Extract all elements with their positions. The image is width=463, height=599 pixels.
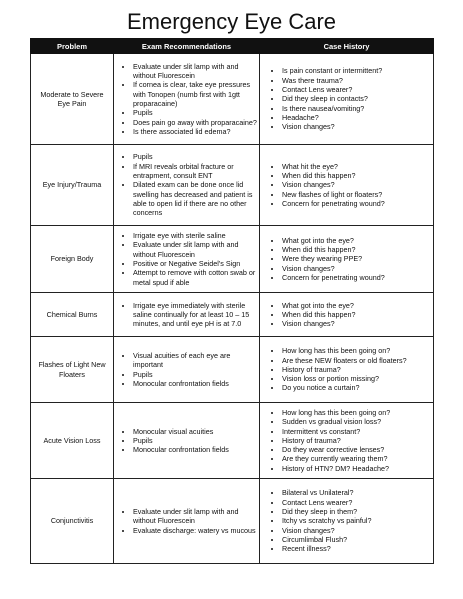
history-list-item: • When did this happen? xyxy=(282,171,431,180)
exam-recommendations-cell xyxy=(114,226,260,293)
exam-list-item: • Irrigate eye immediately with sterile saline continually for at least 10 – 15 minutes, and until eye pH is at 7.0 xyxy=(133,301,257,329)
table-row xyxy=(31,54,434,145)
header-exam-recommendations: Exam Recommendations xyxy=(114,39,260,54)
history-list xyxy=(260,300,433,330)
history-list-item: • History of HTN? DM? Headache? xyxy=(282,464,431,473)
history-list-item: • Are they currently wearing them? xyxy=(282,454,431,463)
history-list-item: • Sudden vs gradual vision loss? xyxy=(282,417,431,426)
exam-list-item: • Dilated exam can be done once lid swelling has decreased and patient is able to open lid if there are no other concerns xyxy=(133,180,257,217)
history-list-item: • New flashes of light or floaters? xyxy=(282,190,431,199)
history-list xyxy=(260,345,433,393)
history-list-item: • Concern for penetrating wound? xyxy=(282,199,431,208)
history-list-item: • What got into the eye? xyxy=(282,236,431,245)
history-list-item: • Vision changes? xyxy=(282,264,431,273)
problem-cell: Moderate to Severe Eye Pain xyxy=(31,54,114,145)
history-list-item: • Were they wearing PPE? xyxy=(282,254,431,263)
exam-list-item: • Positive or Negative Seidel's Sign xyxy=(133,259,257,268)
exam-list xyxy=(114,426,259,456)
case-history-cell xyxy=(260,293,434,337)
history-list xyxy=(260,161,433,209)
history-list-item: • Recent illness? xyxy=(282,544,431,553)
exam-recommendations-cell xyxy=(114,145,260,226)
table-body xyxy=(31,54,434,564)
exam-list-item: • Evaluate under slit lamp with and without Fluorescein xyxy=(133,240,257,259)
exam-list xyxy=(114,506,259,536)
exam-list-item: • If MRI reveals orbital fracture or entrapment, consult ENT xyxy=(133,162,257,181)
history-list-item: • Vision changes? xyxy=(282,526,431,535)
table-row xyxy=(31,293,434,337)
table-row xyxy=(31,403,434,479)
history-list-item: • When did this happen? xyxy=(282,310,431,319)
case-history-cell xyxy=(260,145,434,226)
table-header-row xyxy=(31,39,434,54)
history-list-item: • Are these NEW floaters or old floaters? xyxy=(282,356,431,365)
problem-cell: Eye Injury/Trauma xyxy=(31,145,114,226)
problem-cell: Acute Vision Loss xyxy=(31,403,114,479)
table-row xyxy=(31,337,434,403)
case-history-cell xyxy=(260,337,434,403)
history-list-item: • Do they wear corrective lenses? xyxy=(282,445,431,454)
history-list-item: • Is there nausea/vomiting? xyxy=(282,104,431,113)
exam-list-item: • Does pain go away with proparacaine? xyxy=(133,118,257,127)
exam-recommendations-cell xyxy=(114,403,260,479)
exam-list-item: • If cornea is clear, take eye pressures with Tonopen (numb first with 1gtt proparacaine) xyxy=(133,80,257,108)
history-list-item: • Headache? xyxy=(282,113,431,122)
exam-list-item: • Monocular confrontation fields xyxy=(133,379,257,388)
history-list-item: • When did this happen? xyxy=(282,245,431,254)
exam-list-item: • Is there associated lid edema? xyxy=(133,127,257,136)
history-list-item: • Vision changes? xyxy=(282,319,431,328)
history-list-item: • How long has this been going on? xyxy=(282,346,431,355)
history-list xyxy=(260,65,433,132)
exam-recommendations-cell xyxy=(114,54,260,145)
problem-cell: Conjunctivitis xyxy=(31,479,114,564)
exam-list xyxy=(114,230,259,288)
problem-cell: Foreign Body xyxy=(31,226,114,293)
history-list-item: • Vision loss or portion missing? xyxy=(282,374,431,383)
case-history-cell xyxy=(260,54,434,145)
history-list-item: • Did they sleep in contacts? xyxy=(282,94,431,103)
history-list-item: • Contact Lens wearer? xyxy=(282,498,431,507)
exam-list xyxy=(114,61,259,137)
exam-list-item: • Monocular visual acuities xyxy=(133,427,257,436)
history-list-item: • Intermittent vs constant? xyxy=(282,427,431,436)
exam-list-item: • Pupils xyxy=(133,370,257,379)
exam-list-item: • Irrigate eye with sterile saline xyxy=(133,231,257,240)
case-history-cell xyxy=(260,226,434,293)
case-history-cell xyxy=(260,479,434,564)
case-history-cell xyxy=(260,403,434,479)
history-list-item: • Vision changes? xyxy=(282,180,431,189)
history-list-item: • Do you notice a curtain? xyxy=(282,383,431,392)
history-list-item: • History of trauma? xyxy=(282,365,431,374)
history-list-item: • Bilateral vs Unilateral? xyxy=(282,488,431,497)
history-list xyxy=(260,487,433,554)
table-row xyxy=(31,479,434,564)
history-list xyxy=(260,235,433,283)
history-list-item: • Vision changes? xyxy=(282,122,431,131)
history-list-item: • What got into the eye? xyxy=(282,301,431,310)
exam-list-item: • Pupils xyxy=(133,152,257,161)
exam-list-item: • Pupils xyxy=(133,436,257,445)
table-row xyxy=(31,145,434,226)
exam-list xyxy=(114,300,259,330)
history-list-item: • Did they sleep in them? xyxy=(282,507,431,516)
header-case-history: Case History xyxy=(260,39,434,54)
exam-list-item: • Attempt to remove with cotton swab or metal spud if able xyxy=(133,268,257,287)
exam-list-item: • Visual acuities of each eye are important xyxy=(133,351,257,370)
exam-list-item: • Evaluate discharge: watery vs mucous xyxy=(133,526,257,535)
history-list-item: • Concern for penetrating wound? xyxy=(282,273,431,282)
history-list-item: • Circumlimbal Flush? xyxy=(282,535,431,544)
exam-list-item: • Pupils xyxy=(133,108,257,117)
exam-recommendations-cell xyxy=(114,479,260,564)
exam-list-item: • Evaluate under slit lamp with and without Fluorescein xyxy=(133,507,257,526)
history-list-item: • Was there trauma? xyxy=(282,76,431,85)
exam-recommendations-cell xyxy=(114,293,260,337)
table-row xyxy=(31,226,434,293)
page-title: Emergency Eye Care xyxy=(126,9,337,34)
problem-cell: Flashes of Light New Floaters xyxy=(31,337,114,403)
history-list-item: • What hit the eye? xyxy=(282,162,431,171)
exam-list xyxy=(114,151,259,218)
exam-list xyxy=(114,350,259,389)
history-list-item: • History of trauma? xyxy=(282,436,431,445)
header-problem: Problem xyxy=(31,39,114,54)
history-list-item: • Is pain constant or intermittent? xyxy=(282,66,431,75)
history-list-item: • Contact Lens wearer? xyxy=(282,85,431,94)
history-list-item: • How long has this been going on? xyxy=(282,408,431,417)
exam-list-item: • Evaluate under slit lamp with and without Fluorescein xyxy=(133,62,257,81)
exam-list-item: • Monocular confrontation fields xyxy=(133,445,257,454)
history-list-item: • Itchy vs scratchy vs painful? xyxy=(282,516,431,525)
problem-cell: Chemical Burns xyxy=(31,293,114,337)
history-list xyxy=(260,407,433,474)
exam-recommendations-cell xyxy=(114,337,260,403)
eye-care-table xyxy=(30,38,434,564)
